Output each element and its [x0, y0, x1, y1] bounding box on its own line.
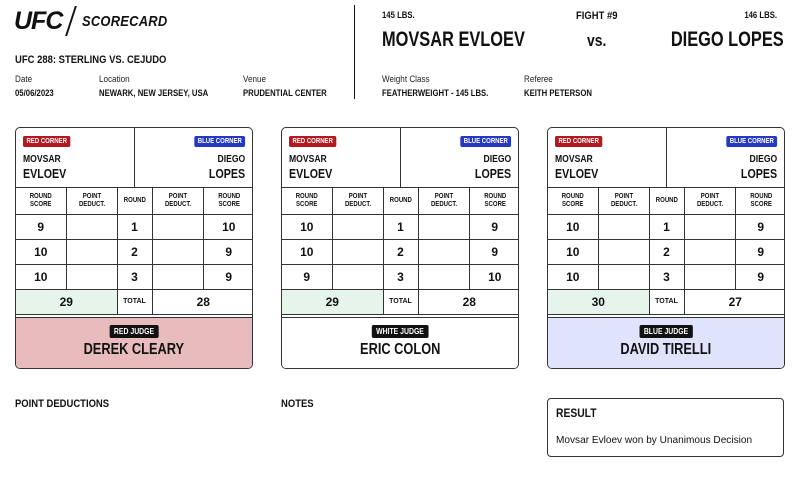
judge-role-badge: RED JUDGE — [110, 325, 159, 338]
result-label: RESULT — [556, 406, 597, 420]
notes-label: NOTES — [281, 398, 314, 410]
blue-round-score: 9 — [203, 239, 253, 264]
blue-fighter-name: DIEGO LOPES — [671, 28, 784, 51]
blue-last-name: LOPES — [740, 166, 777, 181]
point-deduct-header: POINT DEDUCT. — [684, 188, 735, 214]
blue-round-score: 9 — [469, 214, 519, 239]
blue-point-deduction — [684, 264, 735, 289]
round-row — [282, 214, 519, 239]
round-number: 3 — [117, 264, 152, 289]
judge-role-badge: WHITE JUDGE — [372, 325, 428, 338]
referee-value: KEITH PETERSON — [524, 88, 592, 98]
round-number: 1 — [383, 214, 418, 239]
blue-round-score: 9 — [203, 264, 253, 289]
judge-scorecard — [15, 127, 253, 369]
round-score-header: ROUND SCORE — [469, 188, 519, 214]
red-round-score: 10 — [548, 239, 598, 264]
round-header: ROUND — [117, 188, 152, 214]
red-total: 30 — [548, 289, 649, 314]
red-round-score: 9 — [16, 214, 66, 239]
judge-scorecard — [547, 127, 785, 369]
round-number: 2 — [649, 239, 684, 264]
blue-first-name: DIEGO — [483, 154, 511, 165]
blue-point-deduction — [418, 264, 469, 289]
location-label: Location — [99, 74, 130, 84]
red-total: 29 — [282, 289, 383, 314]
blue-point-deduction — [152, 264, 203, 289]
location-value: NEWARK, NEW JERSEY, USA — [99, 88, 209, 98]
score-table-header — [548, 188, 785, 214]
point-deduct-header: POINT DEDUCT. — [332, 188, 383, 214]
blue-first-name: DIEGO — [217, 154, 245, 165]
red-fighter-name: MOVSAR EVLOEV — [382, 28, 525, 51]
fight-number: FIGHT #9 — [576, 10, 618, 22]
round-score-header: ROUND SCORE — [203, 188, 253, 214]
red-point-deduction — [332, 264, 383, 289]
blue-point-deduction — [684, 214, 735, 239]
score-table — [548, 188, 785, 315]
blue-round-score: 9 — [735, 264, 785, 289]
header-divider — [400, 128, 401, 188]
vs-label: vs. — [587, 31, 607, 50]
red-first-name: MOVSAR — [555, 154, 593, 165]
red-point-deduction — [598, 264, 649, 289]
round-row — [282, 264, 519, 289]
blue-point-deduction — [152, 214, 203, 239]
point-deduct-header: POINT DEDUCT. — [598, 188, 649, 214]
total-label: TOTAL — [117, 289, 152, 314]
result-text: Movsar Evloev won by Unanimous Decision — [556, 434, 753, 446]
point-deduct-header: POINT DEDUCT. — [66, 188, 117, 214]
round-row — [16, 264, 253, 289]
point-deductions-label: POINT DEDUCTIONS — [15, 398, 110, 410]
total-row — [548, 289, 785, 314]
total-label: TOTAL — [649, 289, 684, 314]
red-round-score: 10 — [282, 239, 332, 264]
round-score-header: ROUND SCORE — [735, 188, 785, 214]
blue-last-name: LOPES — [208, 166, 245, 181]
blue-first-name: DIEGO — [749, 154, 777, 165]
blue-point-deduction — [684, 239, 735, 264]
blue-point-deduction — [152, 239, 203, 264]
logo-divider — [66, 6, 78, 36]
blue-fighter-weight: 146 LBS. — [744, 10, 777, 20]
blue-total: 28 — [418, 289, 519, 314]
red-last-name: EVLOEV — [555, 166, 599, 181]
judge-section — [16, 317, 252, 369]
round-header: ROUND — [383, 188, 418, 214]
judge-scorecard — [281, 127, 519, 369]
red-round-score: 10 — [16, 239, 66, 264]
round-score-header: ROUND SCORE — [16, 188, 66, 214]
red-point-deduction — [66, 264, 117, 289]
judge-name: DEREK CLEARY — [83, 341, 185, 358]
ufc-logo — [14, 6, 182, 36]
blue-total: 27 — [684, 289, 785, 314]
judge-name: DAVID TIRELLI — [620, 341, 712, 358]
round-number: 3 — [383, 264, 418, 289]
red-point-deduction — [66, 214, 117, 239]
round-score-header: ROUND SCORE — [282, 188, 332, 214]
date-value: 05/06/2023 — [15, 88, 54, 98]
header-divider — [666, 128, 667, 188]
red-first-name: MOVSAR — [289, 154, 327, 165]
red-point-deduction — [598, 239, 649, 264]
weight-class-label: Weight Class — [382, 74, 430, 84]
red-round-score: 10 — [548, 214, 598, 239]
judge-section — [282, 317, 518, 369]
event-title: UFC 288: STERLING VS. CEJUDO — [15, 54, 167, 66]
round-row — [548, 264, 785, 289]
referee-label: Referee — [524, 74, 553, 84]
red-point-deduction — [332, 214, 383, 239]
round-number: 3 — [649, 264, 684, 289]
total-label: TOTAL — [383, 289, 418, 314]
red-total: 29 — [16, 289, 117, 314]
round-number: 2 — [117, 239, 152, 264]
header-divider — [134, 128, 135, 188]
header-divider — [354, 5, 355, 99]
round-number: 1 — [649, 214, 684, 239]
judge-section — [548, 317, 784, 369]
red-round-score: 10 — [282, 214, 332, 239]
scorecard-header — [282, 128, 518, 188]
blue-round-score: 10 — [469, 264, 519, 289]
round-header: ROUND — [649, 188, 684, 214]
blue-round-score: 9 — [735, 239, 785, 264]
blue-round-score: 9 — [735, 214, 785, 239]
blue-corner-badge: BLUE CORNER — [194, 136, 245, 147]
round-row — [16, 214, 253, 239]
round-score-header: ROUND SCORE — [548, 188, 598, 214]
round-row — [16, 239, 253, 264]
point-deduct-header: POINT DEDUCT. — [152, 188, 203, 214]
blue-round-score: 9 — [469, 239, 519, 264]
venue-label: Venue — [243, 74, 266, 84]
total-row — [282, 289, 519, 314]
weight-class-value: FEATHERWEIGHT - 145 LBS. — [382, 88, 489, 98]
red-corner-badge: RED CORNER — [555, 136, 602, 147]
blue-total: 28 — [152, 289, 253, 314]
blue-point-deduction — [418, 239, 469, 264]
score-table — [282, 188, 519, 315]
score-table-header — [282, 188, 519, 214]
red-last-name: EVLOEV — [289, 166, 333, 181]
red-round-score: 10 — [548, 264, 598, 289]
point-deduct-header: POINT DEDUCT. — [418, 188, 469, 214]
red-point-deduction — [332, 239, 383, 264]
blue-round-score: 10 — [203, 214, 253, 239]
scorecard-header — [16, 128, 252, 188]
judge-name: ERIC COLON — [359, 341, 441, 358]
blue-last-name: LOPES — [474, 166, 511, 181]
red-corner-badge: RED CORNER — [289, 136, 336, 147]
page-title: SCORECARD — [82, 12, 168, 30]
red-fighter-weight: 145 LBS. — [382, 10, 415, 20]
scorecard-header — [548, 128, 784, 188]
red-point-deduction — [66, 239, 117, 264]
score-table-header — [16, 188, 253, 214]
red-point-deduction — [598, 214, 649, 239]
round-number: 1 — [117, 214, 152, 239]
red-round-score: 9 — [282, 264, 332, 289]
venue-value: PRUDENTIAL CENTER — [243, 88, 327, 98]
red-last-name: EVLOEV — [23, 166, 67, 181]
judge-role-badge: BLUE JUDGE — [640, 325, 693, 338]
score-table — [16, 188, 253, 315]
red-corner-badge: RED CORNER — [23, 136, 70, 147]
date-label: Date — [15, 74, 33, 84]
logo-text: UFC — [14, 6, 63, 35]
red-first-name: MOVSAR — [23, 154, 61, 165]
round-row — [548, 214, 785, 239]
result-box — [547, 398, 784, 457]
round-row — [282, 239, 519, 264]
blue-corner-badge: BLUE CORNER — [460, 136, 511, 147]
blue-point-deduction — [418, 214, 469, 239]
total-row — [16, 289, 253, 314]
red-round-score: 10 — [16, 264, 66, 289]
round-number: 2 — [383, 239, 418, 264]
blue-corner-badge: BLUE CORNER — [726, 136, 777, 147]
round-row — [548, 239, 785, 264]
